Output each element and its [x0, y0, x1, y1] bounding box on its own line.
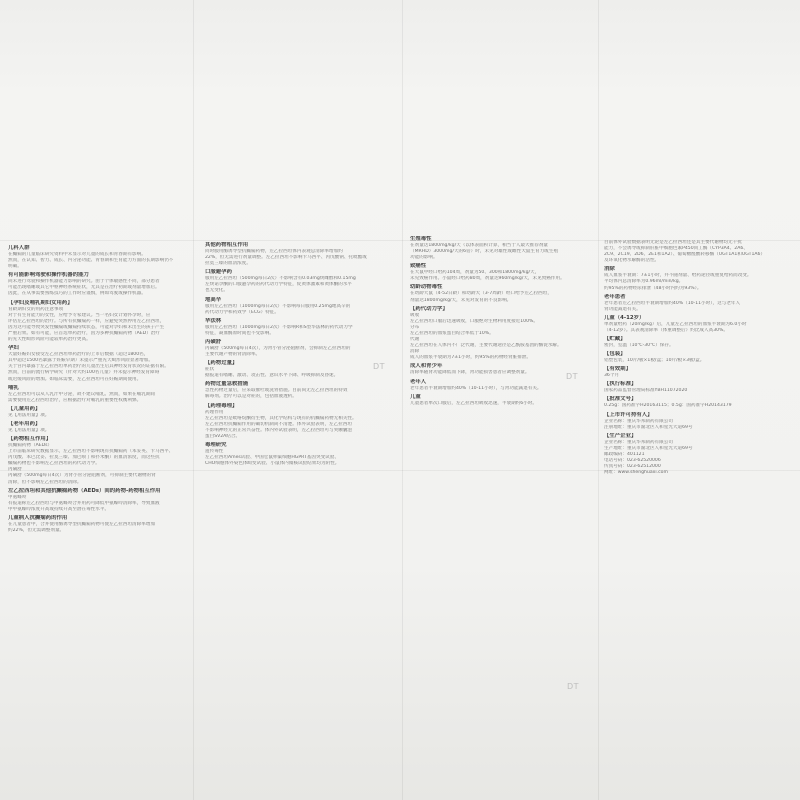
body-text-line: CHO细胞体外染色体畸变试验、小鼠体内微核试验结果均为阴性。 — [205, 461, 340, 467]
section-heading: 老年人 — [410, 378, 427, 385]
leaflet-section — [604, 315, 792, 334]
leaflet-section — [410, 263, 593, 282]
body-text-line: 因此，在从事需要熟练技巧的工作时应谨慎，例如驾驶或操作机器。 — [8, 291, 146, 297]
body-text-line: 代谢 — [410, 337, 420, 343]
section-heading: 【包装】 — [604, 351, 626, 358]
section-heading: 致癌性 — [410, 263, 427, 270]
section-heading: 【儿童用药】 — [8, 405, 41, 412]
body-text-line: 症状 — [205, 367, 215, 373]
body-text-line: 左乙拉西坦口服后迅速吸收，口服绝对生物利用度接近100%。 — [410, 318, 538, 324]
leaflet-section — [205, 242, 395, 267]
body-text-line: 评估左乙拉西坦的治疗。与所有抗癫痫药一样，应避免突然停用左乙拉西坦， — [8, 318, 165, 324]
body-text-line: 严重后果。如有可能，应首选单药治疗，因为多种抗癫痫药物（AED）治疗 — [8, 330, 160, 336]
section-heading: 【上市许可持有人】 — [604, 411, 653, 418]
body-text-line: 左乙拉西坦在人体内不广泛代谢，主要代谢途径是乙酰胺基团的酶促水解。 — [410, 343, 562, 349]
text-column-2 — [205, 0, 395, 800]
body-text-line: 36个月 — [604, 373, 620, 379]
leaflet-section — [205, 339, 395, 358]
body-text-line: 消除 — [410, 349, 420, 355]
body-text-line: 左乙拉西坦抗癫痫作用的确切机制尚不清楚。体外试验表明，左乙拉西坦 — [205, 421, 353, 427]
section-heading: 孕妇 — [8, 345, 19, 352]
body-text-line: 见【用法用量】项。 — [8, 427, 50, 433]
section-heading: 儿科人群 — [8, 245, 30, 251]
leaflet-section — [604, 396, 792, 409]
text-column-1 — [8, 0, 188, 800]
text-column-4 — [604, 0, 792, 800]
body-text-line: 药代动力学和药效学（ECG）特征。 — [205, 309, 279, 315]
body-text-line: 成人血浆半衰期：7±1小时，并不随剂量、给药途径或重复给药而改变。 — [604, 273, 752, 279]
body-text-line: 丙磺舒 — [8, 467, 22, 473]
body-text-line: 企业名称：重庆华邦制药有限公司 — [604, 439, 673, 445]
body-text-line: 左乙拉西坦是吡咯烷酮衍生物，其化学结构与现有的抗癫痫药物无相关性。 — [205, 415, 357, 421]
body-text-line: 的先天性畸形风险可能较单药治疗更高。 — [8, 337, 91, 343]
body-text-line: 企业名称：重庆华邦制药有限公司 — [604, 418, 673, 424]
body-text-line: 特征，凝血酶原时间也不受影响。 — [205, 330, 274, 336]
leaflet-section — [205, 403, 395, 440]
section-heading: 【老年用药】 — [8, 420, 41, 427]
body-text-line: （4-12岁）。其表观清除率（体重调整后）约比成人高30%。 — [604, 327, 728, 333]
section-heading: 【执行标准】 — [604, 381, 637, 388]
body-text-line: 或迟缓风险的增加。如临床需要，左乙拉西坦可在妊娠期间使用。 — [8, 376, 142, 382]
section-heading: 成人和青少年 — [410, 363, 443, 370]
body-text-line: 生产地址：重庆市渝北区人和星光大道69号 — [604, 445, 693, 451]
body-text-line: 分布 — [410, 324, 420, 330]
body-text-line: 然而，目前的流行病学研究（针对大约100名儿童）并未提示神经发育障碍 — [8, 370, 160, 376]
body-text-line: 目前体外试验数据表明无论是左乙拉西坦还是其主要代谢物均无干扰 — [604, 240, 742, 245]
body-text-line: 育龄期妇女的用药注意事项 — [8, 306, 64, 312]
body-text-line: 邮政编码：401121 — [604, 451, 645, 457]
section-heading: 【批准文号】 — [604, 396, 637, 403]
body-text-line: 传真号码：023-62512000 — [604, 464, 661, 470]
body-text-line: 2C9、2C19、2D6、2E1和1A2）、葡萄糖醛酸转移酶（UGT1A1和UGT1A6） — [604, 252, 766, 258]
body-text-line: 遗传毒性 — [205, 448, 224, 454]
body-text-line: 拉莫三嗪的血清浓度。 — [205, 261, 251, 267]
body-text-line: 也无变化。 — [205, 288, 228, 294]
body-text-line: 见【用法用量】项。 — [8, 412, 50, 418]
body-text-line: 能力，不会诱导或抑制肝脏中细胞色素P450同工酶（CYP3A4、2A6、 — [604, 246, 748, 252]
leaflet-section — [8, 488, 188, 513]
body-text-line: 对于有生育能力的女性，应给予专家建议。当一名妇女计划怀孕时，应 — [8, 312, 151, 318]
body-text-line: 清除，但不影响左乙拉西坦的清除。 — [8, 479, 82, 485]
leaflet-section — [205, 442, 395, 467]
body-text-line: 左乙拉西坦可以从人乳汁中分泌，故不建议哺乳。然而，如果在哺乳期间 — [8, 391, 156, 397]
body-text-line: 未见致癌作用。小鼠经口给药80周，剂量达960mg/kg/天，未见致癌作用。 — [410, 276, 565, 282]
body-text-line: 左乙拉西坦Ames试验、中国仓鼠卵巢细胞HGPRT基因突变试验、 — [205, 455, 339, 461]
body-text-line: 需要使用左乙拉西坦治疗，应根据治疗对哺乳的重要性权衡利弊。 — [8, 397, 142, 403]
leaflet-section — [410, 306, 593, 362]
body-text-line: 有报道称左乙拉西坦与甲氨蝶呤合并用药可降低甲氨蝶呤清除率，导致血液 — [8, 500, 160, 506]
leaflet-section — [410, 236, 593, 261]
section-heading: 【药理毒理】 — [205, 402, 238, 409]
leaflet-section — [604, 240, 792, 264]
body-text-line: 明确。 — [8, 264, 22, 270]
watermark: DT — [566, 372, 579, 381]
body-text-line: 铝塑包装，10片/板×1板/盒；10片/板×3板/盒。 — [604, 358, 705, 364]
body-text-line: 左乙拉西坦的血浆蛋白结合率低于10%。 — [410, 330, 494, 336]
body-text-line: 注册地址：重庆市渝北区人和星光大道69号 — [604, 424, 693, 430]
leaflet-section — [8, 421, 188, 434]
section-heading: 【药物相互作用】 — [8, 435, 52, 442]
body-text-line: 在癫痫的儿童临床研究资料中未显示对儿童的成长和青春期有影响。 — [8, 252, 146, 257]
leaflet-section — [8, 406, 188, 419]
section-heading: 其他药物相互作用 — [205, 242, 249, 248]
leaflet-section — [8, 515, 188, 534]
body-text-line: 中甲氨蝶呤浓度升高或持续升高至潜在毒性水平。 — [8, 506, 110, 512]
section-heading: 口服避孕药 — [205, 269, 232, 276]
body-text-line: 清除率随肾功能降低而下降，肾功能损害患者应调整剂量。 — [410, 370, 530, 376]
body-text-line: 老年患者半衰期增加约40%（10-11小时），与肾功能减退有关。 — [410, 385, 542, 391]
section-heading: 【生产企业】 — [604, 432, 637, 439]
leaflet-section — [410, 284, 593, 303]
leaflet-section — [8, 245, 188, 270]
body-text-line: 主要代谢产物的肾清除率。 — [205, 352, 261, 358]
leaflet-section — [205, 360, 395, 379]
leaflet-section — [604, 433, 792, 477]
watermark: DT — [567, 682, 580, 691]
body-text-line: 在儿童患者中，合并使用酶诱导型抗癫痫药物可使左乙拉西坦清除率增加 — [8, 521, 156, 527]
body-text-line: 尚未进行驾驶和操作机器能力影响的研究。由于个体敏感性不同，部分患者 — [8, 279, 160, 285]
leaflet-section — [8, 272, 188, 297]
body-text-line: 关于宫内暴露于左乙拉西坦单药治疗的儿童出生后其神经发育状况的证据有限。 — [8, 364, 169, 370]
body-text-line: 剂量达1800mg/kg/天，未见对发育的不良影响。 — [410, 297, 512, 303]
body-text-line: 成人的血浆半衰期为7±1小时，约95%的药物经肾脏排泄。 — [410, 355, 531, 361]
body-text-line: 儿童患者单次口服后，左乙拉西坦吸收迅速，半衰期约6小时。 — [410, 400, 537, 406]
body-text-line: 约22%，但无需调整剂量。 — [8, 528, 65, 533]
leaflet-section — [8, 345, 188, 382]
body-text-line: 急性药物过量后，应采取催吐或洗胃措施。目前尚无左乙拉西坦的特效 — [205, 388, 348, 394]
body-text-line: 电话号码：023-62520006 — [604, 457, 661, 463]
body-text-line: 其中超过1500名暴露于妊娠早期）未提示严重先天畸形风险显著增加。 — [8, 358, 153, 364]
body-text-line: 药理作用 — [205, 409, 224, 415]
section-heading: 地高辛 — [205, 296, 222, 303]
section-heading: 幼龄动物毒性 — [410, 284, 443, 291]
fold-line — [598, 0, 599, 800]
body-text-line: 不影响神经元的正常兴奋性。体内外试验表明，左乙拉西坦可与突触囊泡 — [205, 427, 353, 433]
body-text-line: 密封，室温（10℃-30℃）保存。 — [604, 343, 674, 349]
body-text-line: 服用左乙拉西坦（1000mg每日2次）不影响R和S型华法林的药代动力学 — [205, 324, 353, 330]
section-heading: 儿童（4-12岁） — [604, 314, 645, 321]
section-heading: 毒理研究 — [205, 441, 227, 448]
body-text-line: 甲氨蝶呤 — [8, 494, 27, 500]
body-text-line: 22%，但无需进行剂量调整。左乙拉西坦不影响卡马西平、丙戊酸钠、托吡酯或 — [205, 255, 367, 261]
body-text-line: 抗癫痫药物（AEDs） — [8, 442, 53, 448]
body-text-line: 平均体内总清除率为0.96ml/min/kg。 — [604, 279, 684, 285]
leaflet-section — [604, 381, 792, 394]
section-heading: 哺乳 — [8, 384, 19, 391]
body-text-line: （MRHD）3000mg/天的6倍）时，未见对雄性或雌性大鼠生育力或生殖 — [410, 249, 558, 255]
body-text-line: 同时服用酶诱导型抗癫痫药物，左乙拉西坦体内表观总清除率增加约 — [205, 249, 343, 254]
leaflet-section — [205, 269, 395, 294]
leaflet-section — [8, 436, 188, 486]
section-heading: 【药物过量】 — [205, 360, 238, 367]
body-text-line: 肾功能减退有关。 — [604, 306, 641, 312]
leaflet-section — [604, 294, 792, 313]
leaflet-section — [604, 336, 792, 349]
fold-line — [402, 0, 403, 800]
body-text-line: 蛋白SV2A结合。 — [205, 433, 241, 439]
body-text-line: 0.25g：国药准字H20163115；0.5g：国药准字H20143179 — [604, 403, 732, 409]
body-text-line: 然而，在认知、智力、成长、内分泌功能、青春期和生育能力方面的长期影响仍不 — [8, 258, 174, 264]
section-heading: 消除 — [604, 266, 615, 273]
leaflet-section — [604, 266, 792, 291]
section-heading: 儿童 — [410, 393, 421, 400]
section-heading: 【药代动力学】 — [410, 305, 448, 312]
leaflet-section — [604, 366, 792, 379]
leaflet-section — [205, 381, 395, 400]
body-text-line: 网址：www.shenghuaxi.com — [604, 470, 668, 476]
body-text-line: 因为这可能导致突发性癫痫或癫痫持续状态，可能对孕妇和未出生的孩子产生 — [8, 324, 165, 330]
body-text-line: 丙磺舒（500mg每日4次）为肾小管分泌阻断剂，可抑制主要代谢物的肾 — [8, 473, 156, 479]
leaflet-section — [410, 394, 593, 407]
body-text-line: 上市前临床研究数据显示，左乙拉西坦不影响现有抗癫痫药（苯妥英、卡马西平、 — [8, 449, 174, 455]
leaflet-section — [8, 300, 188, 344]
body-text-line: 左炔诺孕酮的口服避孕药的药代动力学特征，促黄体激素和黄体酮的水平 — [205, 282, 353, 288]
leaflet-section — [604, 351, 792, 364]
body-text-line: 解毒剂。治疗可以是对症的，包括血液透析。 — [205, 394, 297, 400]
section-heading: 左乙拉西坦和其他抗癫痫药物（AEDs）间的药物-药物相互作用 — [8, 487, 161, 494]
section-heading: 儿童病人抗癫痫药的作用 — [8, 514, 68, 521]
body-text-line: 在幼龄大鼠（4-52日龄）和幼龄犬（3-7周龄）经口给予左乙拉西坦， — [410, 291, 552, 297]
body-text-line: 服用左乙拉西坦（1000mg每日2次）不影响每日服用0.25mg地高辛的 — [205, 303, 351, 309]
leaflet-section — [8, 385, 188, 404]
body-text-line: 服用左乙拉西坦（500mg每日2次）不影响含有0.03mg炔雌醇和0.15mg — [205, 276, 356, 282]
leaflet-section — [205, 297, 395, 316]
body-text-line: 单剂量给药（20mg/kg）后，儿童左乙拉西坦的血浆半衰期为6.0小时 — [604, 321, 747, 327]
fold-line — [193, 0, 194, 800]
body-text-line: 在大鼠中经口给药104周，剂量为50、300和1800mg/kg/天， — [410, 270, 540, 276]
body-text-line: 及环氧化物水解酶的活性。 — [604, 258, 660, 264]
leaflet-section — [205, 318, 395, 337]
body-text-line: 老年患者左乙拉西坦半衰期增加约40%（10-11小时），这与老年人 — [604, 300, 741, 306]
section-heading: 生殖毒性 — [410, 236, 432, 242]
section-heading: 【孕妇及哺乳期妇女用药】 — [8, 299, 73, 306]
section-heading: 药物过量急救措施 — [205, 381, 249, 388]
body-text-line: 可能出现嗜睡或其它中枢神经系统症状，尤其是在治疗初期或剂量增加后。 — [8, 285, 160, 291]
text-column-3 — [410, 0, 593, 800]
section-heading: 华法林 — [205, 317, 222, 324]
leaflet-section — [604, 412, 792, 431]
body-text-line: 功能的影响。 — [410, 255, 438, 261]
body-text-line: 在剂量达1800mg/kg/天（以体表面积计算，相当于人最大推荐剂量 — [410, 243, 549, 248]
body-text-line: 丙戊酸、苯巴比妥、拉莫三嗪、加巴喷丁和扑米酮）的血清浓度，而这些抗 — [8, 455, 160, 461]
body-text-line: 癫痫药物也不影响左乙拉西坦的药代动力学。 — [8, 461, 100, 467]
section-heading: 丙磺舒 — [205, 338, 222, 345]
body-text-line: 据报道有嗜睡、激动、攻击性、意识水平下降、呼吸抑制及昏迷。 — [205, 373, 339, 379]
watermark: DT — [373, 362, 386, 371]
body-text-line: 国家药品监督管理局标准YBH11072020 — [604, 388, 688, 394]
section-heading: 【贮藏】 — [604, 336, 626, 343]
section-heading: 【有效期】 — [604, 366, 631, 373]
body-text-line: 吸收 — [410, 312, 420, 318]
section-heading: 有可能影响驾驶和操作机器的能力 — [8, 272, 89, 279]
body-text-line: 大量妊娠妇女接受左乙拉西坦单药治疗的上市后数据（超过1800名， — [8, 352, 149, 358]
section-heading: 老年患者 — [604, 293, 626, 300]
body-text-line: 约95%的药物经尿排泄（48小时内约为93%）。 — [604, 285, 702, 291]
body-text-line: 丙磺舒（500mg每日4次），为肾小管分泌阻断剂，会抑制左乙拉西坦的 — [205, 345, 351, 351]
